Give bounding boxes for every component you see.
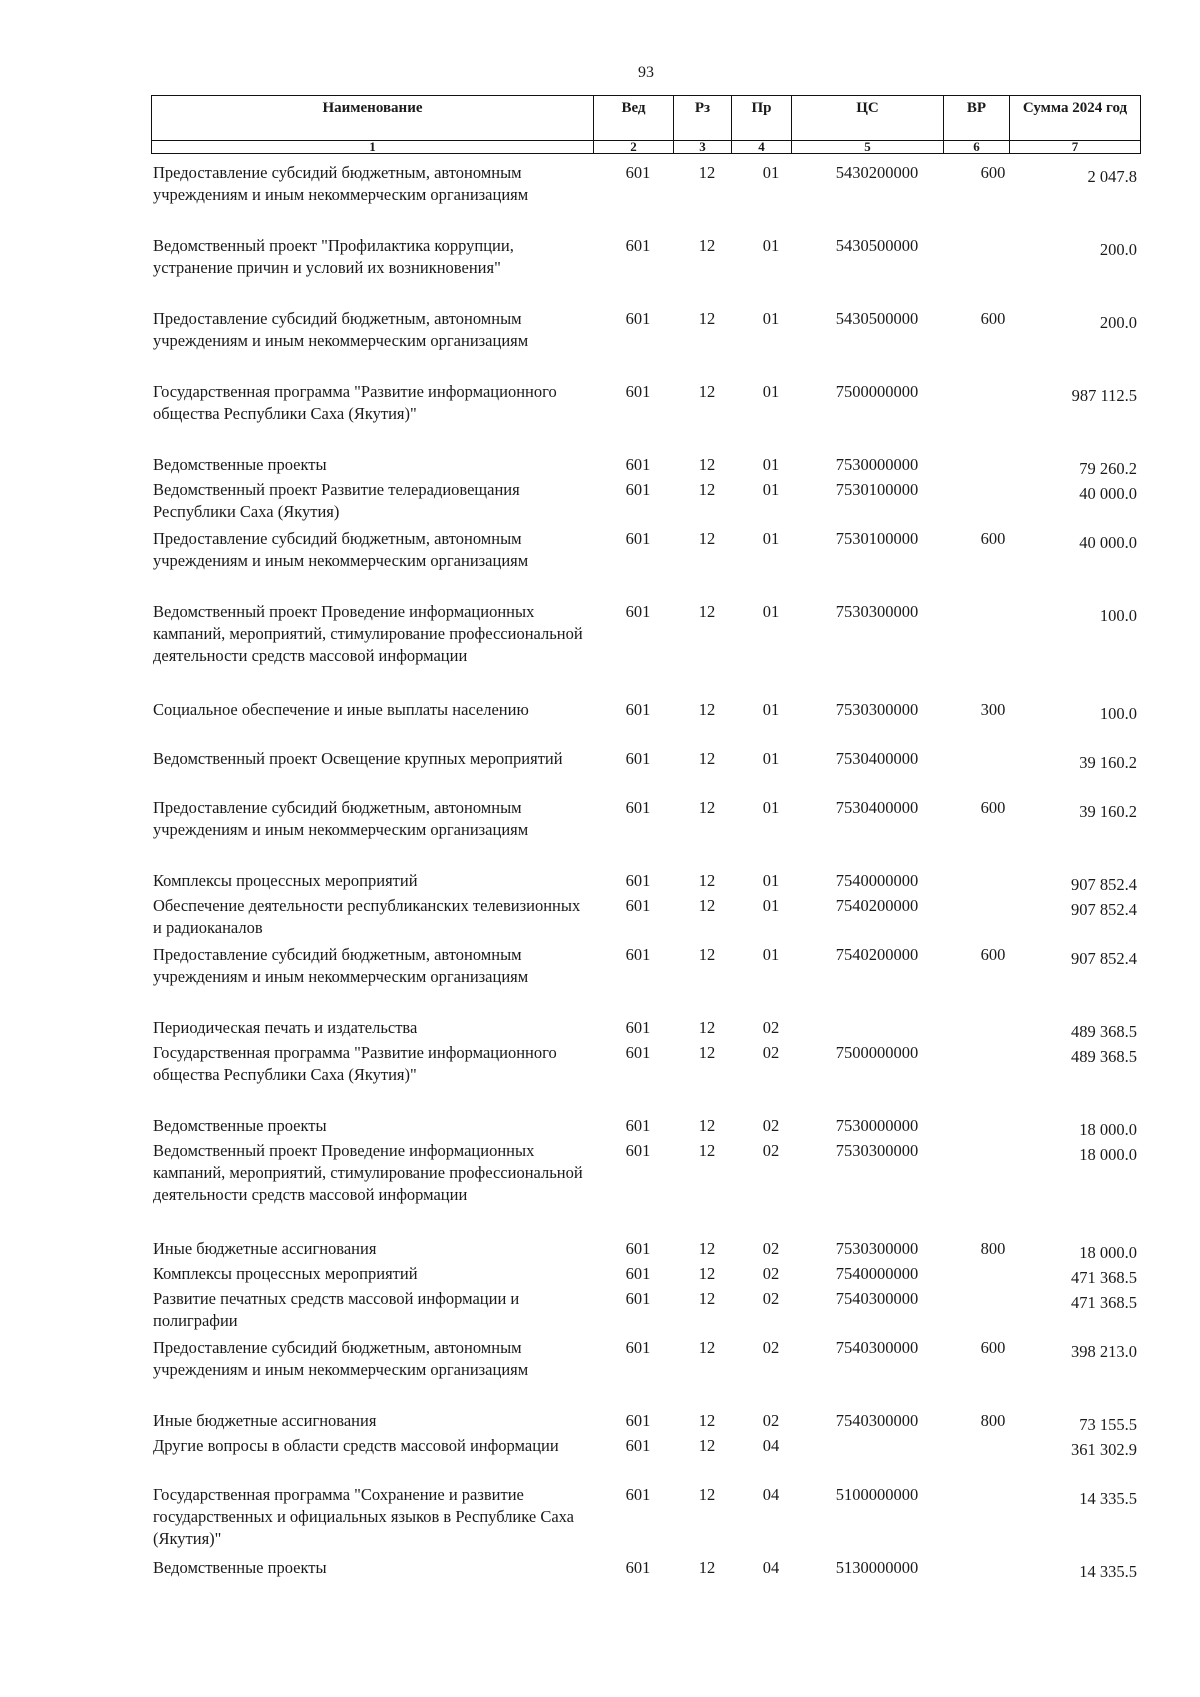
row-sum: 40 000.0	[1079, 533, 1137, 552]
row-vr: 600	[980, 309, 1006, 328]
header-name: Наименование	[152, 96, 594, 141]
row-rz: 12	[698, 896, 716, 915]
row-pr: 04	[762, 1436, 780, 1455]
row-rz: 12	[698, 309, 716, 328]
row-pr: 01	[762, 871, 780, 890]
row-rz: 12	[698, 455, 716, 474]
row-ved: 601	[625, 480, 651, 499]
row-cs: 5130000000	[835, 1558, 919, 1577]
row-sum: 987 112.5	[1071, 386, 1137, 405]
row-pr: 02	[762, 1264, 780, 1283]
row-name: Ведомственный проект Проведение информационных кампаний, мероприятий, стимулирование профессиональной деятельности средств массовой информации	[153, 1141, 583, 1204]
row-cs: 7540000000	[835, 1264, 919, 1283]
row-pr: 01	[762, 163, 780, 182]
row-sum: 18 000.0	[1079, 1120, 1137, 1139]
row-ved: 601	[625, 798, 651, 817]
row-ved: 601	[625, 602, 651, 621]
row-name: Периодическая печать и издательства	[153, 1018, 418, 1037]
header-num-1: 1	[152, 141, 594, 154]
row-rz: 12	[698, 1485, 716, 1504]
header-cs: ЦС	[792, 96, 944, 141]
row-cs: 7530100000	[835, 529, 919, 548]
header-names-row	[152, 96, 1141, 141]
row-name: Ведомственный проект "Профилактика коррупции, устранение причин и условий их возникновения"	[153, 236, 514, 277]
row-rz: 12	[698, 529, 716, 548]
row-cs: 5430500000	[835, 236, 919, 255]
row-vr: 800	[980, 1411, 1006, 1430]
row-name: Ведомственный проект Освещение крупных мероприятий	[153, 749, 563, 768]
row-cs: 7540300000	[835, 1289, 919, 1308]
header-num-2: 2	[594, 141, 674, 154]
row-name: Иные бюджетные ассигнования	[153, 1411, 377, 1430]
row-sum: 79 260.2	[1079, 459, 1137, 478]
row-sum: 489 368.5	[1071, 1022, 1137, 1041]
row-ved: 601	[625, 1264, 651, 1283]
row-sum: 471 368.5	[1071, 1293, 1137, 1312]
header-num-4: 4	[732, 141, 792, 154]
row-vr: 600	[980, 1338, 1006, 1357]
row-pr: 01	[762, 896, 780, 915]
row-sum: 200.0	[1099, 240, 1137, 259]
row-name: Комплексы процессных мероприятий	[153, 871, 418, 890]
row-name: Предоставление субсидий бюджетным, автономным учреждениям и иным некоммерческим организациям	[153, 945, 529, 986]
row-sum: 100.0	[1099, 606, 1137, 625]
row-pr: 02	[762, 1043, 780, 1062]
row-rz: 12	[698, 1436, 716, 1455]
row-name: Ведомственные проекты	[153, 1558, 327, 1577]
row-pr: 02	[762, 1411, 780, 1430]
row-cs: 5430500000	[835, 309, 919, 328]
row-name: Предоставление субсидий бюджетным, автономным учреждениям и иным некоммерческим организациям	[153, 1338, 529, 1379]
row-rz: 12	[698, 1558, 716, 1577]
row-sum: 40 000.0	[1079, 484, 1137, 503]
row-vr: 600	[980, 945, 1006, 964]
row-ved: 601	[625, 163, 651, 182]
row-sum: 14 335.5	[1079, 1562, 1137, 1581]
row-rz: 12	[698, 163, 716, 182]
row-cs: 7530000000	[835, 1116, 919, 1135]
row-sum: 100.0	[1099, 704, 1137, 723]
row-ved: 601	[625, 871, 651, 890]
row-rz: 12	[698, 480, 716, 499]
row-sum: 39 160.2	[1079, 753, 1137, 772]
row-name: Комплексы процессных мероприятий	[153, 1264, 418, 1283]
row-cs: 5100000000	[835, 1485, 919, 1504]
row-ved: 601	[625, 1289, 651, 1308]
row-sum: 2 047.8	[1087, 167, 1137, 186]
row-sum: 907 852.4	[1071, 949, 1137, 968]
row-rz: 12	[698, 1338, 716, 1357]
row-pr: 02	[762, 1239, 780, 1258]
row-cs: 7540200000	[835, 945, 919, 964]
row-sum: 73 155.5	[1079, 1415, 1137, 1434]
row-pr: 01	[762, 236, 780, 255]
row-pr: 02	[762, 1018, 780, 1037]
row-pr: 01	[762, 309, 780, 328]
row-rz: 12	[698, 871, 716, 890]
row-ved: 601	[625, 1018, 651, 1037]
row-name: Государственная программа "Развитие информационного общества Республики Саха (Якутия)"	[153, 1043, 557, 1084]
row-ved: 601	[625, 1116, 651, 1135]
row-vr: 800	[980, 1239, 1006, 1258]
row-name: Ведомственный проект Проведение информационных кампаний, мероприятий, стимулирование профессиональной деятельности средств массовой информации	[153, 602, 583, 665]
row-cs: 7530300000	[835, 1141, 919, 1160]
row-sum: 907 852.4	[1071, 875, 1137, 894]
row-rz: 12	[698, 700, 716, 719]
header-ved: Вед	[594, 96, 674, 141]
row-rz: 12	[698, 236, 716, 255]
row-vr: 600	[980, 529, 1006, 548]
row-ved: 601	[625, 1485, 651, 1504]
row-pr: 02	[762, 1338, 780, 1357]
row-ved: 601	[625, 1043, 651, 1062]
row-sum: 398 213.0	[1071, 1342, 1137, 1361]
row-rz: 12	[698, 382, 716, 401]
row-ved: 601	[625, 749, 651, 768]
header-sum: Сумма 2024 год	[1010, 96, 1141, 141]
row-cs: 7500000000	[835, 1043, 919, 1062]
row-name: Другие вопросы в области средств массовой информации	[153, 1436, 559, 1455]
header-num-7: 7	[1010, 141, 1141, 154]
row-rz: 12	[698, 798, 716, 817]
row-cs: 7530100000	[835, 480, 919, 499]
row-cs: 7530300000	[835, 1239, 919, 1258]
row-vr: 300	[980, 700, 1006, 719]
row-name: Развитие печатных средств массовой информации и полиграфии	[153, 1289, 520, 1330]
row-ved: 601	[625, 1558, 651, 1577]
row-cs: 7540300000	[835, 1338, 919, 1357]
row-sum: 489 368.5	[1071, 1047, 1137, 1066]
row-sum: 361 302.9	[1071, 1440, 1137, 1459]
row-name: Государственная программа "Сохранение и развитие государственных и официальных языков в Республике Саха (Якутия)"	[153, 1485, 574, 1548]
row-pr: 01	[762, 749, 780, 768]
row-ved: 601	[625, 529, 651, 548]
row-ved: 601	[625, 700, 651, 719]
header-vr: ВР	[944, 96, 1010, 141]
row-pr: 01	[762, 529, 780, 548]
header-num-5: 5	[792, 141, 944, 154]
row-ved: 601	[625, 382, 651, 401]
row-rz: 12	[698, 1141, 716, 1160]
row-vr: 600	[980, 798, 1006, 817]
row-pr: 01	[762, 455, 780, 474]
row-name: Государственная программа "Развитие информационного общества Республики Саха (Якутия)"	[153, 382, 557, 423]
row-ved: 601	[625, 236, 651, 255]
row-sum: 18 000.0	[1079, 1145, 1137, 1164]
row-pr: 01	[762, 602, 780, 621]
row-pr: 04	[762, 1558, 780, 1577]
row-sum: 14 335.5	[1079, 1489, 1137, 1508]
row-pr: 01	[762, 945, 780, 964]
row-pr: 01	[762, 382, 780, 401]
row-cs: 7500000000	[835, 382, 919, 401]
row-name: Предоставление субсидий бюджетным, автономным учреждениям и иным некоммерческим организациям	[153, 798, 529, 839]
row-pr: 01	[762, 480, 780, 499]
header-pr: Пр	[732, 96, 792, 141]
row-pr: 02	[762, 1141, 780, 1160]
row-vr: 600	[980, 163, 1006, 182]
row-cs: 7530300000	[835, 700, 919, 719]
table-header	[151, 95, 1141, 154]
row-name: Социальное обеспечение и иные выплаты населению	[153, 700, 529, 719]
row-cs: 7530400000	[835, 798, 919, 817]
row-rz: 12	[698, 1018, 716, 1037]
row-cs: 7540200000	[835, 896, 919, 915]
row-cs: 7530400000	[835, 749, 919, 768]
row-pr: 01	[762, 798, 780, 817]
row-name: Предоставление субсидий бюджетным, автономным учреждениям и иным некоммерческим организациям	[153, 163, 529, 204]
header-numbers-row	[152, 141, 1141, 154]
row-ved: 601	[625, 1338, 651, 1357]
row-cs: 7540000000	[835, 871, 919, 890]
row-ved: 601	[625, 945, 651, 964]
header-num-3: 3	[674, 141, 732, 154]
row-ved: 601	[625, 309, 651, 328]
row-ved: 601	[625, 455, 651, 474]
row-name: Обеспечение деятельности республиканских телевизионных и радиоканалов	[153, 896, 581, 937]
row-rz: 12	[698, 749, 716, 768]
row-name: Ведомственный проект Развитие телерадиовещания Республики Саха (Якутия)	[153, 480, 520, 521]
row-pr: 02	[762, 1116, 780, 1135]
row-name: Ведомственные проекты	[153, 1116, 327, 1135]
row-sum: 39 160.2	[1079, 802, 1137, 821]
row-ved: 601	[625, 1411, 651, 1430]
row-ved: 601	[625, 1141, 651, 1160]
row-name: Ведомственные проекты	[153, 455, 327, 474]
row-pr: 01	[762, 700, 780, 719]
row-rz: 12	[698, 1043, 716, 1062]
row-cs: 5430200000	[835, 163, 919, 182]
header-num-6: 6	[944, 141, 1010, 154]
row-rz: 12	[698, 1239, 716, 1258]
row-rz: 12	[698, 1116, 716, 1135]
row-pr: 02	[762, 1289, 780, 1308]
row-sum: 200.0	[1099, 313, 1137, 332]
row-cs: 7540300000	[835, 1411, 919, 1430]
row-ved: 601	[625, 1239, 651, 1258]
header-rz: Рз	[674, 96, 732, 141]
page-number: 93	[638, 64, 654, 81]
row-rz: 12	[698, 602, 716, 621]
row-rz: 12	[698, 945, 716, 964]
row-rz: 12	[698, 1411, 716, 1430]
row-rz: 12	[698, 1289, 716, 1308]
row-sum: 471 368.5	[1071, 1268, 1137, 1287]
row-cs: 7530000000	[835, 455, 919, 474]
row-pr: 04	[762, 1485, 780, 1504]
row-sum: 907 852.4	[1071, 900, 1137, 919]
row-sum: 18 000.0	[1079, 1243, 1137, 1262]
row-name: Предоставление субсидий бюджетным, автономным учреждениям и иным некоммерческим организациям	[153, 309, 529, 350]
row-cs: 7530300000	[835, 602, 919, 621]
row-name: Иные бюджетные ассигнования	[153, 1239, 377, 1258]
row-name: Предоставление субсидий бюджетным, автономным учреждениям и иным некоммерческим организациям	[153, 529, 529, 570]
row-ved: 601	[625, 896, 651, 915]
row-rz: 12	[698, 1264, 716, 1283]
row-ved: 601	[625, 1436, 651, 1455]
